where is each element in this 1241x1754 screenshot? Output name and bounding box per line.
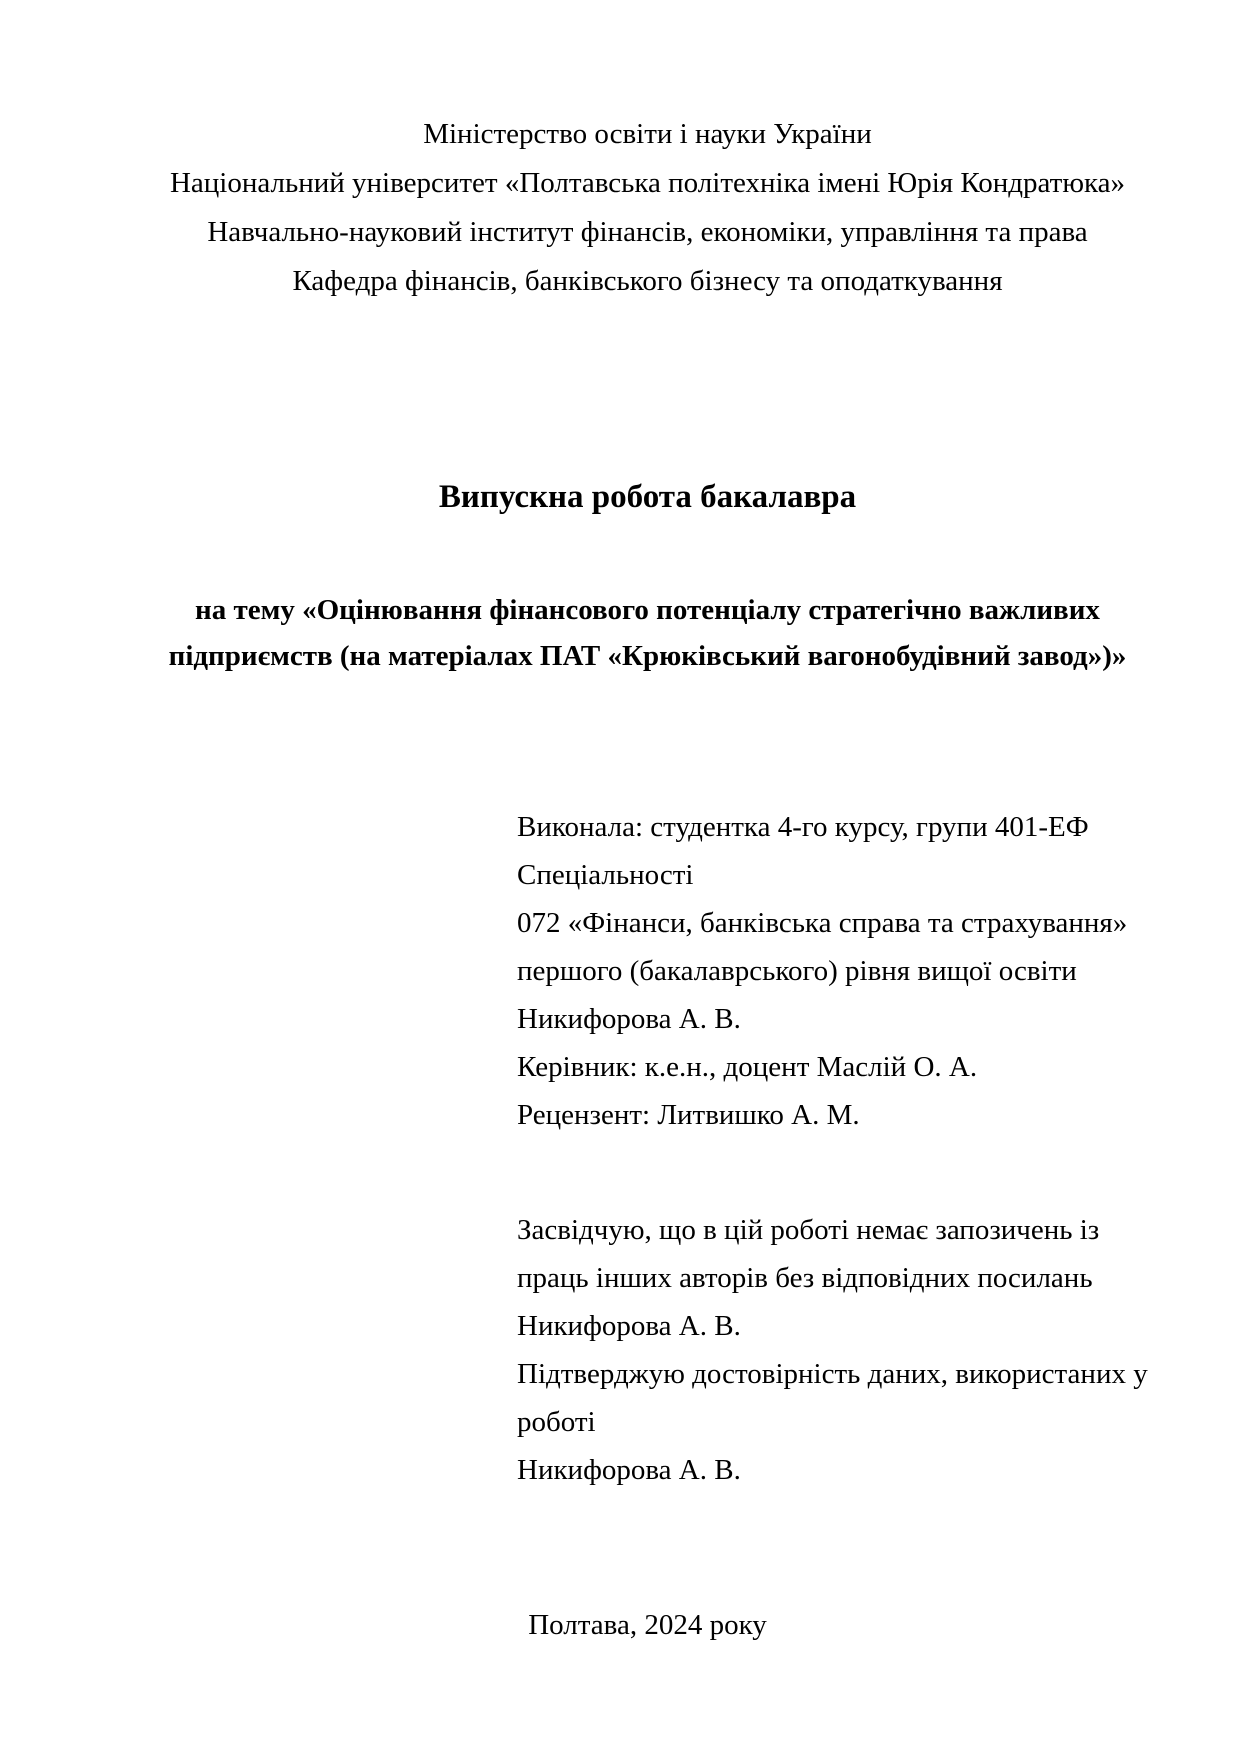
declaration-line: роботі [517,1406,596,1438]
declaration-line: праць інших авторів без відповідних посилань [517,1262,1093,1294]
topic-line: на тему «Оцінювання фінансового потенціалу стратегічно важливих [195,594,1100,626]
topic-line: підприємств (на матеріалах ПАТ «Крюківський вагонобудівний завод»)» [168,640,1127,672]
declaration-line: Засвідчую, що в цій роботі немає запозичень із [517,1214,1100,1246]
university-header [165,110,1130,306]
reviewer-line: Рецензент: Литвишко А. М. [517,1099,860,1131]
student-line: Виконала: студентка 4-го курсу, групи 401-ЕФ [517,811,1089,843]
declaration-signature-line: Никифорова А. В. [517,1310,741,1342]
supervisor-line: Керівник: к.е.н., доцент Маслій О. А. [517,1051,978,1083]
thesis-title: Випускна робота бакалавра [438,479,857,515]
credentials-block [517,803,1127,1139]
declaration-signature-line: Никифорова А. В. [517,1454,741,1486]
education-level-line: першого (бакалаврського) рівня вищої освіти [517,955,1077,987]
specialty-label-line: Спеціальності [517,859,694,891]
specialty-code-line: 072 «Фінанси, банківська справа та страхування» [517,907,1128,939]
footer-city-year: Полтава, 2024 року [528,1609,767,1641]
student-name-line: Никифорова А. В. [517,1003,741,1035]
ministry-line: Міністерство освіти і науки України [423,118,872,150]
institute-line: Навчально-науковий інститут фінансів, економіки, управління та права [207,216,1088,248]
declaration-block [517,1206,1148,1494]
thesis-topic [165,587,1130,679]
university-line: Національний університет «Полтавська політехніка імені Юрія Кондратюка» [169,167,1126,199]
department-line: Кафедра фінансів, банківського бізнесу та оподаткування [292,265,1003,297]
declaration-line: Підтверджую достовірність даних, використаних у [517,1358,1148,1390]
